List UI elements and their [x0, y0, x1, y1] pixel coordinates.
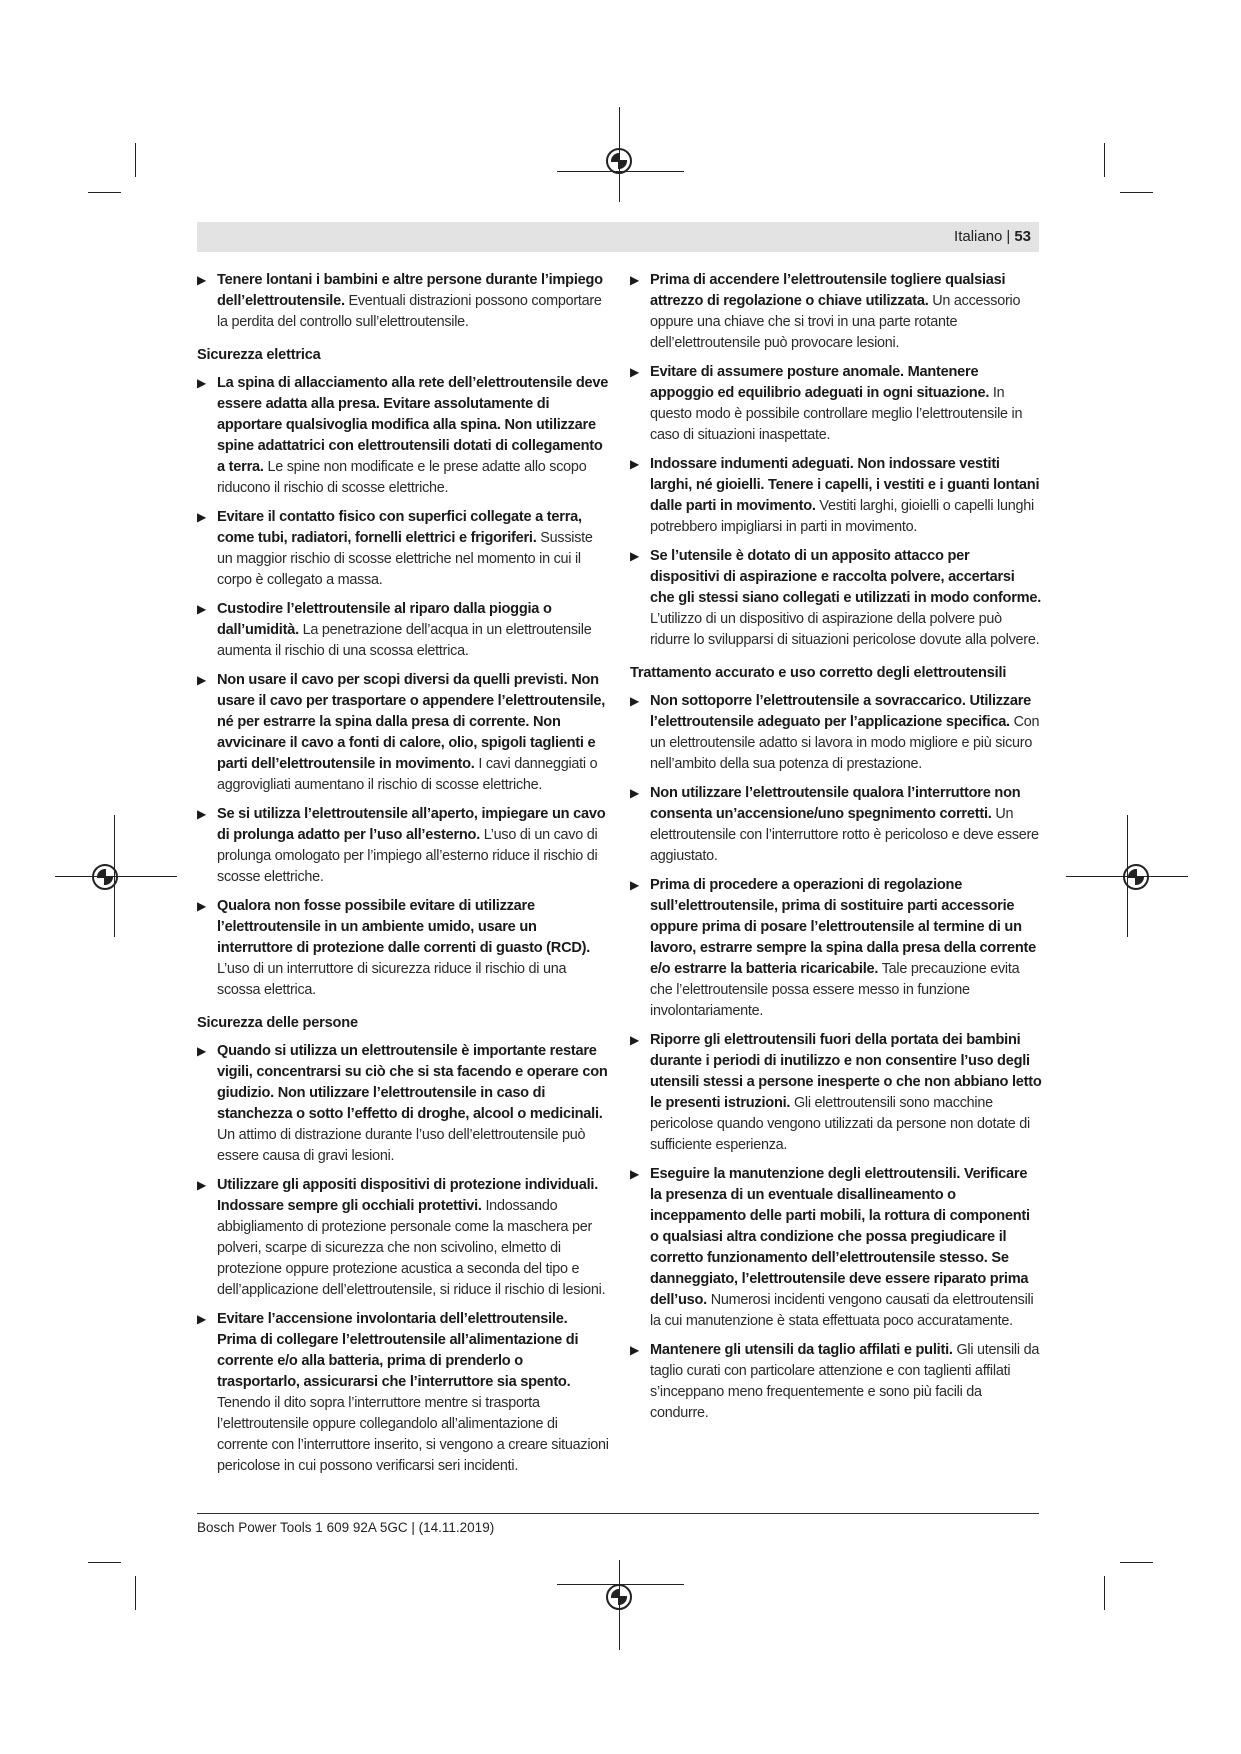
footer-divider: [197, 1513, 1039, 1514]
list-item: ▶ Tenere lontani i bambini e altre persone durante l’impiego dell’elettroutensile. Eventuali distrazioni possono comportare la perdita del controllo sull’elettroutensile.: [197, 272, 603, 330]
list-item: ▶ Indossare indumenti adeguati. Non indossare vestiti larghi, né gioielli. Tenere i capelli, i vestiti e i guanti lontani dalle parti in movimento. Vestiti larghi, gioielli o capelli lunghi potrebbero impigliarsi in parti in movimento.: [630, 456, 1040, 535]
registration-target-icon: [606, 1584, 632, 1610]
list-item: ▶ Non sottoporre l’elettroutensile a sovraccarico. Utilizzare l’elettroutensile adeguato per l’applicazione specifica. Con un elettroutensile adatto si lavora in modo migliore e più sicuro nell’ambito della sua potenza di prestazione.: [630, 693, 1040, 772]
bullet-arrow-icon: ▶: [197, 899, 206, 913]
crop-mark: [135, 1576, 136, 1610]
crop-mark: [1104, 143, 1105, 177]
page-footer: Bosch Power Tools 1 609 92A 5GC | (14.11.2019): [197, 1520, 495, 1535]
list-item: ▶ Mantenere gli utensili da taglio affilati e puliti. Gli utensili da taglio curati con particolare attenzione e con taglienti affilati s’inceppano meno frequentemente e sono più facili da condurre.: [630, 1342, 1040, 1421]
section-title-handling: Trattamento accurato e uso corretto degli elettroutensili: [630, 665, 1007, 681]
list-item: ▶ Non utilizzare l’elettroutensile qualora l’interruttore non consenta un’accensione/uno spegnimento corretti. Un elettroutensile con l’interruttore rotto è pericoloso e deve essere aggiustato.: [630, 785, 1039, 864]
crop-mark: [1120, 1562, 1153, 1563]
header-language: Italiano: [954, 228, 1003, 245]
bullet-arrow-icon: ▶: [197, 807, 206, 821]
bullet-arrow-icon: ▶: [197, 273, 206, 287]
bullet-arrow-icon: ▶: [630, 786, 639, 800]
section-title-personal: Sicurezza delle persone: [197, 1015, 358, 1031]
bullet-arrow-icon: ▶: [630, 1167, 639, 1181]
list-item: ▶ Evitare il contatto fisico con superfici collegate a terra, come tubi, radiatori, fornelli elettrici e frigoriferi. Sussiste un maggior rischio di scosse elettriche nel momento in cui il corpo è collegato a massa.: [197, 509, 593, 588]
list-item: ▶ Se l’utensile è dotato di un apposito attacco per dispositivi di aspirazione e raccolta polvere, accertarsi che gli stessi siano collegati e utilizzati in modo conforme. L’utilizzo di un dispositivo di aspirazione della polvere può ridurre lo svilupparsi di situazioni pericolose dovute alla polvere.: [630, 548, 1042, 648]
list-item: ▶ Prima di procedere a operazioni di regolazione sull’elettroutensile, prima di sostituire parti accessorie oppure prima di posare l’elettroutensile al termine di un lavoro, estrarre sempre la spina dalla presa della corrente e/o estrarre la batteria ricaricabile. Tale precauzione evita che l’elettroutensile possa essere messo in funzione involontariamente.: [630, 877, 1036, 1019]
crop-mark: [88, 192, 121, 193]
list-item: ▶ Utilizzare gli appositi dispositivi di protezione individuali. Indossare sempre gli occhiali protettivi. Indossando abbigliamento di protezione personale come la maschera per polveri, scarpe di sicurezza che non scivolino, elmetto di protezione oppure protezione acustica a seconda del tipo e dell’applicazione dell’elettroutensile, si riduce il rischio di lesioni.: [197, 1177, 606, 1298]
list-item: ▶ Qualora non fosse possibile evitare di utilizzare l’elettroutensile in un ambiente umido, usare un interruttore di protezione dalle correnti di guasto (RCD). L’uso di un interruttore di sicurezza riduce il rischio di una scossa elettrica.: [197, 898, 591, 998]
list-item: ▶ Quando si utilizza un elettroutensile è importante restare vigili, concentrarsi su ciò che si sta facendo e operare con giudizio. Non utilizzare l’elettroutensile in caso di stanchezza o sotto l’effetto di droghe, alcool o medicinali. Un attimo di distrazione durante l’uso dell’elettroutensile può essere causa di gravi lesioni.: [197, 1043, 608, 1164]
registration-target-icon: [1123, 864, 1149, 890]
crop-mark: [1120, 192, 1153, 193]
section-title-electrical: Sicurezza elettrica: [197, 347, 321, 363]
registration-target-icon: [606, 148, 632, 174]
bullet-arrow-icon: ▶: [197, 1178, 206, 1192]
list-item: ▶ La spina di allacciamento alla rete dell’elettroutensile deve essere adatta alla presa. Evitare assolutamente di apportare qualsivoglia modifica alla spina. Non utilizzare spine adattatrici con elettroutensili dotati di collegamento a terra. Le spine non modificate e le prese adatte allo scopo riducono il rischio di scosse elettriche.: [197, 375, 609, 496]
registration-target-icon: [92, 864, 118, 890]
header-text: Italiano | 53: [954, 228, 1031, 245]
list-item: ▶ Se si utilizza l’elettroutensile all’aperto, impiegare un cavo di prolunga adatto per l’uso all’esterno. L’uso di un cavo di prolunga omologato per l’impiego all’esterno riduce il rischio di scosse elettriche.: [197, 806, 606, 885]
bullet-arrow-icon: ▶: [630, 549, 639, 563]
list-item: ▶ Evitare di assumere posture anomale. Mantenere appoggio ed equilibrio adeguati in ogni situazione. In questo modo è possibile controllare meglio l’elettroutensile in caso di situazioni inaspettate.: [630, 364, 1023, 443]
bullet-arrow-icon: ▶: [630, 457, 639, 471]
page-header: [197, 222, 1039, 252]
crop-mark: [88, 1562, 121, 1563]
bullet-arrow-icon: ▶: [197, 376, 206, 390]
bullet-arrow-icon: ▶: [630, 1033, 639, 1047]
bullet-arrow-icon: ▶: [197, 602, 206, 616]
list-item: ▶ Custodire l’elettroutensile al riparo dalla pioggia o dall’umidità. La penetrazione dell’acqua in un elettroutensile aumenta il rischio di una scossa elettrica.: [197, 601, 592, 659]
bullet-arrow-icon: ▶: [197, 673, 206, 687]
crop-mark: [1104, 1576, 1105, 1610]
list-item: ▶ Prima di accendere l’elettroutensile togliere qualsiasi attrezzo di regolazione o chiave utilizzata. Un accessorio oppure una chiave che si trovi in una parte rotante dell’elettroutensile può provocare lesioni.: [630, 272, 1021, 351]
right-column: [630, 270, 1042, 1432]
bullet-arrow-icon: ▶: [630, 1343, 639, 1357]
list-item: ▶ Evitare l’accensione involontaria dell’elettroutensile. Prima di collegare l’elettroutensile all’alimentazione di corrente e/o alla batteria, prima di prenderlo o trasportarlo, assicurarsi che l’interruttore sia spento. Tenendo il dito sopra l’interruttore mentre si trasporta l’elettroutensile oppure collegandolo all’alimentazione di corrente con l’interruttore inserito, si vengono a creare situazioni pericolose in cui possono verificarsi seri incidenti.: [197, 1311, 609, 1474]
bullet-arrow-icon: ▶: [630, 878, 639, 892]
list-item: ▶ Riporre gli elettroutensili fuori della portata dei bambini durante i periodi di inutilizzo e non consentire l’uso degli utensili stessi a persone inesperte o che non abbiano letto le presenti istruzioni. Gli elettroutensili sono macchine pericolose quando vengono utilizzati da persone non dotate di sufficiente esperienza.: [630, 1032, 1042, 1153]
bullet-arrow-icon: ▶: [197, 1044, 206, 1058]
crop-mark: [135, 143, 136, 177]
list-item: ▶ Non usare il cavo per scopi diversi da quelli previsti. Non usare il cavo per trasportare o appendere l’elettroutensile, né per estrarre la spina dalla presa di corrente. Non avvicinare il cavo a fonti di calore, olio, spigoli taglienti e parti dell’elettroutensile in movimento. I cavi danneggiati o aggrovigliati aumentano il rischio di scosse elettriche.: [197, 672, 606, 793]
bullet-arrow-icon: ▶: [630, 273, 639, 287]
bullet-arrow-icon: ▶: [630, 365, 639, 379]
bullet-arrow-icon: ▶: [630, 694, 639, 708]
bullet-arrow-icon: ▶: [197, 510, 206, 524]
page-number: 53: [1014, 228, 1031, 245]
list-item: ▶ Eseguire la manutenzione degli elettroutensili. Verificare la presenza di un eventuale disallineamento o inceppamento delle parti mobili, la rottura di componenti o qualsiasi altra condizione che possa pregiudicare il corretto funzionamento dell’elettroutensile stesso. Se danneggiato, l’elettroutensile deve essere riparato prima dell’uso. Numerosi incidenti vengono causati da elettroutensili la cui manutenzione è stata effettuata poco accuratamente.: [630, 1166, 1034, 1329]
bullet-arrow-icon: ▶: [197, 1312, 206, 1326]
left-column: [197, 270, 609, 1485]
